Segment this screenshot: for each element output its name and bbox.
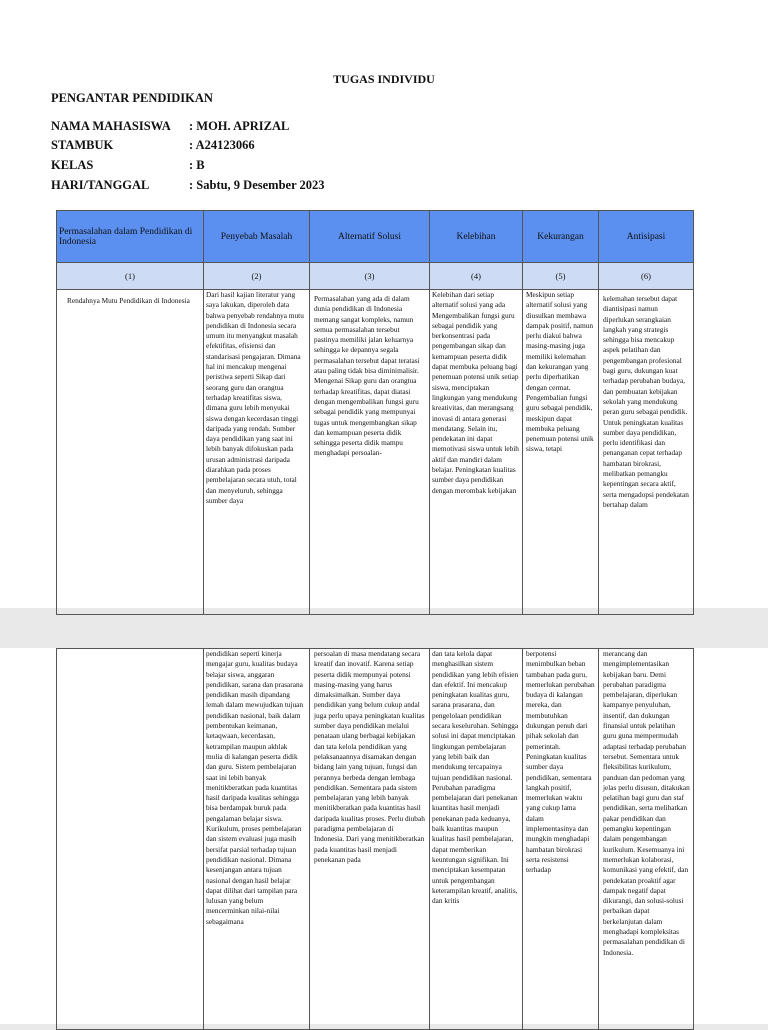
info-label: KELAS (51, 158, 94, 172)
table-cell (310, 649, 430, 1030)
column-number: (1) (57, 263, 204, 290)
table-cell (57, 290, 204, 615)
document-title: TUGAS INDIVIDU (333, 72, 435, 86)
cell-text: berpotensi menimbulkan beban tambahan pada guru, memerlukan perubahan budaya di kalangan mereka, dan membutuhkan dukungan penuh dari pihak sekolah dan pemerintah. Peningkatan kualitas sumber daya pendidikan, sementara langkah positif, memerlukan waktu yang cukup lama dalam implementasinya dan mungkin menghadapi hambatan birokrasi serta resistensi terhadap (526, 649, 595, 875)
table-row (57, 649, 694, 1030)
cell-text: Rendahnya Mutu Pendidikan di Indonesia (67, 296, 190, 305)
table-cell (523, 290, 599, 615)
cell-text: pendidikan seperti kinerja mengajar guru, kualitas budaya belajar siswa, anggaran pendidikan, sarana dan prasarana pendidikan masih dipandang lemah dalam mewujudkan tujuan pendidikan nasional, baik dalam pembentukan keimanan, ketaqwaan, kecerdasan, ketrampilan maupun akhlak mulia di kalangan peserta didik dan guru. Sistem pembelajaran saat ini lebih banyak menitikberatkan pada kuantitas hasil daripada kualitas sehingga bisa berdampak buruk pada pengalaman belajar siswa. Kurikulum, proses pembelajaran dan sistem evaluasi juga masih bersifat parsial terhadap tujuan pendidikan nasional. Dimana kesenjangan antara tujuan nasional dengan hasil belajar dapat dilihat dari tampilan para lulusan yang belum mencerminkan nilai-nilai sebagaimana (206, 649, 304, 926)
header-penyebab: Penyebab Masalah (204, 211, 310, 263)
cell-text: Dari hasil kajian literatur yang saya lakukan, diperoleh data bahwa penyebab rendahnya mutu pendidikan di Indonesia secara umum itu menyangkut masalah efektifitas, efisiensi dan standarisasi pengajaran. Dimana hal ini mencakup mengenai peristiwa seperti Sikap dari seorang guru dan orangtua terhadap kreatifitas siswa, dimana guru lebih menyukai siswa dengan kecerdasan tinggi daripada yang rendah. Sumber daya pendidikan yang saat ini lebih banyak difokuskan pada urusan administrasi daripada diarahkan pada proses pembelajaran secara utuh, total dan menyeluruh, sehingga sumber daya (206, 290, 304, 505)
info-value: : B (189, 158, 205, 172)
header-kekurangan: Kekurangan (523, 211, 599, 263)
column-number: (2) (204, 263, 310, 290)
cell-text (57, 649, 203, 1029)
info-value: : Sabtu, 9 Desember 2023 (189, 178, 325, 192)
table-cell (204, 290, 310, 615)
header-permasalahan: Permasalahan dalam Pendidikan di Indonesia (57, 211, 204, 263)
info-label: STAMBUK (51, 138, 114, 152)
column-number: (5) (523, 263, 599, 290)
problem-table-continued (56, 648, 694, 1030)
table-header-row (57, 211, 694, 263)
course-name: PENGANTAR PENDIDIKAN (51, 91, 213, 105)
cell-text: dan tata kelola dapat menghasilkan sistem pendidikan yang lebih efisien dan efektif. Ini mencakup peningkatan kualitas guru, sarana prasarana, dan pengelolaan pendidikan secara keseluruhan. Sehingga solusi ini dapat menciptakan lingkungan pembelajaran yang lebih baik dan mendukung tercapainya tujuan pendidikan nasional. Perubahan paradigma pembelajaran dari penekanan kuantitas hasil menjadi penekanan pada keduanya, baik kuantitas maupun kualitas hasil pembelajaran, dapat memberikan keuntungan signifikan. Ini menciptakan kesempatan untuk pengembangan keterampilan kreatif, analitis, dan kritis (432, 649, 519, 906)
table-cell (599, 649, 694, 1030)
table-cell (204, 649, 310, 1030)
column-number: (4) (430, 263, 523, 290)
cell-text: Meskipun setiap alternatif solusi yang diusulkan membawa dampak positif, namun perlu diakui bahwa masing-masing juga memiliki kelemahan dan kekurangan yang perlu diperhatikan dengan cermat. Pengembalian fungsi guru sebagai pendidik, meskipun dapat membuka peluang penemuan potensi unik siswa, tetapi (526, 290, 594, 454)
info-value: : MOH. APRIZAL (189, 119, 290, 133)
info-value: : A24123066 (189, 138, 255, 152)
header-antisipasi: Antisipasi (599, 211, 694, 263)
header-kelebihan: Kelebihan (430, 211, 523, 263)
cell-text: Kelebihan dari setiap alternatif solusi yang ada Mengembalikan fungsi guru sebagai pendidik yang berkonsentrasi pada pengembangan sikap dan kemampuan peserta didik dapat membuka peluang bagi penemuan potensi unik setiap siswa, menciptakan lingkungan yang mendukung kreativitas, dan merangsang inovasi di antara generasi mendatang. Selain itu, pendekatan ini dapat memotivasi siswa untuk lebih aktif dan mandiri dalam belajar. Peningkatan kualitas sumber daya pendidikan dengan merombak kebijakan (432, 290, 519, 495)
cell-text: kelemahan tersebut dapat diantisipasi namun diperlukan serangkaian langkah yang strategis sehingga bisa mencakup aspek pelatihan dan pengembangan profesional bagi guru, dukungan kuat terhadap perubahan budaya, dan pembuatan kebijakan sekolah yang mendukung peran guru sebagai pendidik. Untuk peningkatan kualitas sumber daya pendidikan, perlu identifikasi dan penanganan cepat terhadap hambatan birokrasi, melibatkan pemangku kepentingan secara aktif, serta mengadopsi pendekatan bertahap dalam (603, 294, 689, 509)
cell-text: persoalan di masa mendatang secara kreatif dan inovatif. Karena setiap peserta didik mempunyai potensi masing-masing yang harus dimaksimalkan. Sumber daya pendidikan yang belum cukup andal juga perlu upaya peningkatan kualitas sumber daya pendidikan melalui penataan ulang berbagai kebijakan dan tata kelola pendidikan yang pelaksanaannya disamakan dengan bidang lain yang tujuan, fungsi dan perannya berbeda dengan lembaga pendidikan. Sementara pada sistem pembelajaran yang lebih banyak menitikberatkan pada kuantitas hasil daripada kualitas proses. Perlu diubah paradigma pembelajaran di Indonesia. Dari yang menitikberatkan pada kuantitas hasil menjadi penekanan pada (314, 649, 425, 864)
info-label: NAMA MAHASISWA (51, 119, 171, 133)
cell-text: merancang dan mengimplementasikan kebijakan baru. Demi perubahan paradigma pembelajaran, diperlukan kampanye penyuluhan, insentif, dan dukungan finansial untuk pelatihan guru guna mempermudah adaptasi terhadap perubahan tersebut. Sementara untuk fleksibilitas kurikulum, panduan dan pedoman yang jelas perlu disusun, ditakukan pelatihan bagi guru dan staf pendidikan, serta melibatkan pakar pendidikan dan pemangku kepentingan dalam pengembangan kurikulum. Kesemuanya ini memerlukan kolaborasi, komunikasi yang efektif, dan pendekatan proaktif agar dampak negatif dapat dikurangi, dan solusi-solusi perbaikan dapat berkelanjutan dalam menghadapi kompleksitas permasalahan pendidikan di Indonesia. (603, 649, 690, 957)
table-cell (523, 649, 599, 1030)
table-row (57, 290, 694, 615)
column-number: (6) (599, 263, 694, 290)
problem-table (56, 210, 694, 615)
document-page-2 (0, 648, 768, 1024)
header-alternatif-solusi: Alternatif Solusi (310, 211, 430, 263)
column-number: (3) (310, 263, 430, 290)
table-cell (430, 649, 523, 1030)
table-cell (310, 290, 430, 615)
cell-text: Permasalahan yang ada di dalam dunia pendidikan di Indonesia memang sangat kompleks, namun semua permasalahan tersebut pastinya memiliki jalan keluarnya sehingga ke depannya segala permasalahan tersebut dapat teratasi atau paling tidak bisa diminimalisir. Mengenai Sikap guru dan orangtua terhadap kreatifitas, dapat diatasi dengan mengembalikan fungsi guru sebagai pendidik yang mempunyai tugas untuk mengembangkan sikap dan kemampuan peserta didik sehingga peserta didik mampu menghadapi persoalan- (314, 294, 420, 458)
info-label: HARI/TANGGAL (51, 178, 150, 192)
table-cell (57, 649, 204, 1030)
table-cell (430, 290, 523, 615)
table-number-row (57, 263, 694, 290)
table-cell (599, 290, 694, 615)
